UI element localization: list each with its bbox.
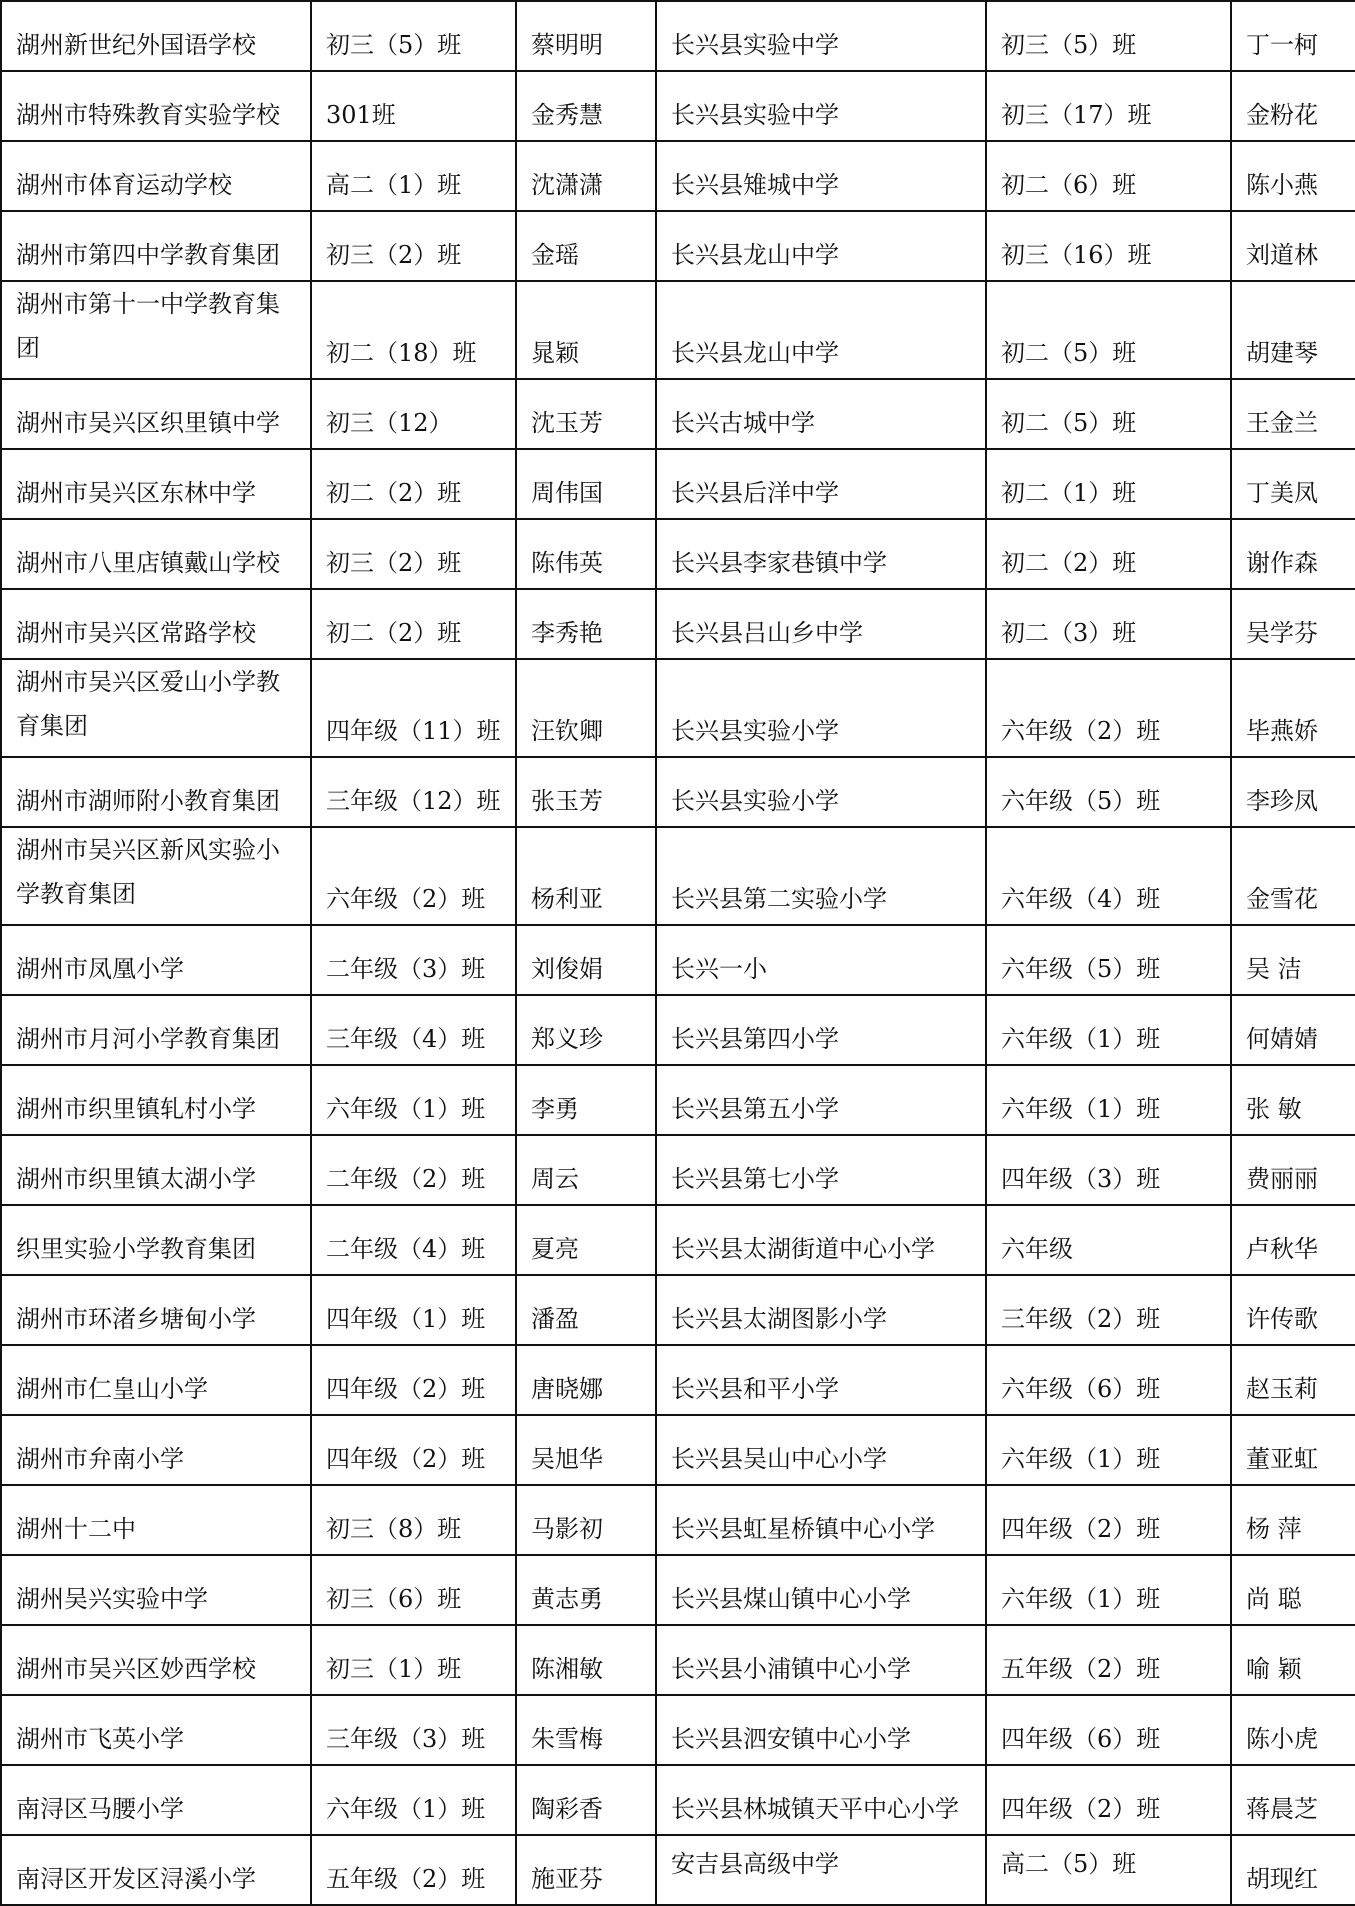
school-cell: 湖州市仁皇山小学 [1,1345,311,1415]
table-row [1,1695,1355,1765]
teacher-cell: 潘盈 [516,1275,656,1345]
partner-class-cell: 六年级（2）班 [986,659,1231,757]
partner-school-cell: 长兴县后洋中学 [656,449,986,519]
class-cell: 301班 [311,71,516,141]
school-cell: 湖州市月河小学教育集团 [1,995,311,1065]
school-cell: 湖州市织里镇轧村小学 [1,1065,311,1135]
partner-teacher-cell: 董亚虹 [1231,1415,1355,1485]
teacher-cell: 金瑶 [516,211,656,281]
table-row [1,211,1355,281]
school-cell: 湖州市湖师附小教育集团 [1,757,311,827]
teacher-cell: 郑义珍 [516,995,656,1065]
partner-school-cell: 长兴县虹星桥镇中心小学 [656,1485,986,1555]
class-cell: 初三（8）班 [311,1485,516,1555]
school-cell: 湖州吴兴实验中学 [1,1555,311,1625]
teacher-cell: 夏亮 [516,1205,656,1275]
teacher-cell: 沈潇潇 [516,141,656,211]
class-cell: 二年级（4）班 [311,1205,516,1275]
table-row [1,379,1355,449]
teacher-cell: 陈伟英 [516,519,656,589]
partner-class-cell: 四年级（2）班 [986,1485,1231,1555]
class-cell: 初三（1）班 [311,1625,516,1695]
teacher-cell: 李勇 [516,1065,656,1135]
teacher-cell: 沈玉芳 [516,379,656,449]
school-cell: 湖州市吴兴区织里镇中学 [1,379,311,449]
partner-class-cell: 初三（5）班 [986,1,1231,71]
partner-class-cell: 四年级（6）班 [986,1695,1231,1765]
partner-school-cell: 长兴县龙山中学 [656,211,986,281]
table-row [1,71,1355,141]
partner-school-cell: 长兴县吕山乡中学 [656,589,986,659]
partner-teacher-cell: 丁美凤 [1231,449,1355,519]
school-cell: 湖州市特殊教育实验学校 [1,71,311,141]
class-cell: 初三（2）班 [311,211,516,281]
table-row [1,281,1355,379]
partner-class-cell: 初二（1）班 [986,449,1231,519]
table-row [1,141,1355,211]
school-cell: 南浔区开发区浔溪小学 [1,1835,311,1905]
school-cell: 湖州市飞英小学 [1,1695,311,1765]
partner-class-cell: 初三（17）班 [986,71,1231,141]
table-row [1,1275,1355,1345]
partner-school-cell: 长兴县实验中学 [656,71,986,141]
school-cell: 织里实验小学教育集团 [1,1205,311,1275]
partner-teacher-cell: 丁一柯 [1231,1,1355,71]
teacher-cell: 蔡明明 [516,1,656,71]
table-row [1,1065,1355,1135]
partner-class-cell: 初二（5）班 [986,281,1231,379]
school-cell: 湖州市第四中学教育集团 [1,211,311,281]
school-cell: 南浔区马腰小学 [1,1765,311,1835]
class-cell: 初三（2）班 [311,519,516,589]
partner-teacher-cell: 陈小虎 [1231,1695,1355,1765]
table-row [1,1485,1355,1555]
partner-teacher-cell: 毕燕娇 [1231,659,1355,757]
partner-teacher-cell: 胡现红 [1231,1835,1355,1905]
partner-teacher-cell: 赵玉莉 [1231,1345,1355,1415]
partner-teacher-cell: 金粉花 [1231,71,1355,141]
partner-teacher-cell: 刘道林 [1231,211,1355,281]
partner-class-cell: 六年级 [986,1205,1231,1275]
partner-class-cell: 四年级（2）班 [986,1765,1231,1835]
class-cell: 初三（12） [311,379,516,449]
table-row [1,659,1355,757]
school-cell: 湖州市吴兴区常路学校 [1,589,311,659]
partner-school-cell: 长兴古城中学 [656,379,986,449]
class-cell: 三年级（12）班 [311,757,516,827]
class-cell: 四年级（1）班 [311,1275,516,1345]
partner-school-cell: 长兴县煤山镇中心小学 [656,1555,986,1625]
partner-school-cell: 长兴县和平小学 [656,1345,986,1415]
partner-school-cell: 长兴县太湖街道中心小学 [656,1205,986,1275]
class-cell: 四年级（2）班 [311,1415,516,1485]
table-row [1,1345,1355,1415]
class-cell: 五年级（2）班 [311,1835,516,1905]
teacher-cell: 施亚芬 [516,1835,656,1905]
class-cell: 初三（6）班 [311,1555,516,1625]
class-cell: 六年级（1）班 [311,1765,516,1835]
partner-school-cell: 长兴县第七小学 [656,1135,986,1205]
partner-teacher-cell: 喻 颖 [1231,1625,1355,1695]
class-cell: 二年级（2）班 [311,1135,516,1205]
partner-teacher-cell: 尚 聪 [1231,1555,1355,1625]
teacher-cell: 朱雪梅 [516,1695,656,1765]
partner-class-cell: 六年级（5）班 [986,925,1231,995]
partner-school-cell: 长兴县第五小学 [656,1065,986,1135]
teacher-cell: 晁颖 [516,281,656,379]
partner-class-cell: 六年级（1）班 [986,995,1231,1065]
partner-school-cell: 长兴县实验小学 [656,659,986,757]
school-cell: 湖州市体育运动学校 [1,141,311,211]
partner-class-cell: 六年级（1）班 [986,1555,1231,1625]
partner-class-cell: 高二（5）班 [986,1835,1231,1905]
partner-school-cell: 长兴县第四小学 [656,995,986,1065]
partner-teacher-cell: 金雪花 [1231,827,1355,925]
partner-teacher-cell: 谢作森 [1231,519,1355,589]
partner-teacher-cell: 卢秋华 [1231,1205,1355,1275]
teacher-cell: 杨利亚 [516,827,656,925]
partner-class-cell: 四年级（3）班 [986,1135,1231,1205]
teacher-cell: 汪钦卿 [516,659,656,757]
table-row [1,925,1355,995]
class-cell: 高二（1）班 [311,141,516,211]
partner-school-cell: 长兴县雉城中学 [656,141,986,211]
class-cell: 初二（2）班 [311,589,516,659]
table-row [1,1835,1355,1905]
class-cell: 六年级（1）班 [311,1065,516,1135]
teacher-cell: 金秀慧 [516,71,656,141]
school-cell: 湖州市吴兴区东林中学 [1,449,311,519]
class-cell: 四年级（2）班 [311,1345,516,1415]
school-cell: 湖州市环渚乡塘甸小学 [1,1275,311,1345]
partner-school-cell: 长兴县泗安镇中心小学 [656,1695,986,1765]
partner-teacher-cell: 陈小燕 [1231,141,1355,211]
partner-class-cell: 五年级（2）班 [986,1625,1231,1695]
partner-teacher-cell: 张 敏 [1231,1065,1355,1135]
partner-class-cell: 初二（6）班 [986,141,1231,211]
class-cell: 初二（18）班 [311,281,516,379]
school-cell: 湖州十二中 [1,1485,311,1555]
school-cell: 湖州市吴兴区爱山小学教育集团 [1,659,311,757]
partner-school-cell: 长兴县龙山中学 [656,281,986,379]
partner-class-cell: 初二（2）班 [986,519,1231,589]
teacher-cell: 李秀艳 [516,589,656,659]
class-cell: 二年级（3）班 [311,925,516,995]
partner-teacher-cell: 李珍凤 [1231,757,1355,827]
table-body [1,1,1355,1905]
teacher-cell: 马影初 [516,1485,656,1555]
teacher-cell: 张玉芳 [516,757,656,827]
partner-teacher-cell: 许传歌 [1231,1275,1355,1345]
partner-school-cell: 长兴县吴山中心小学 [656,1415,986,1485]
table-row [1,1415,1355,1485]
partner-teacher-cell: 杨 萍 [1231,1485,1355,1555]
partner-school-cell: 长兴县太湖图影小学 [656,1275,986,1345]
school-cell: 湖州市凤凰小学 [1,925,311,995]
class-cell: 初三（5）班 [311,1,516,71]
school-cell: 湖州市织里镇太湖小学 [1,1135,311,1205]
partner-class-cell: 六年级（1）班 [986,1065,1231,1135]
table-row [1,589,1355,659]
table-row [1,995,1355,1065]
teacher-cell: 陶彩香 [516,1765,656,1835]
partner-class-cell: 初二（5）班 [986,379,1231,449]
teacher-cell: 周伟国 [516,449,656,519]
table-row [1,1625,1355,1695]
partner-teacher-cell: 胡建琴 [1231,281,1355,379]
class-cell: 三年级（3）班 [311,1695,516,1765]
partner-school-cell: 长兴县林城镇天平中心小学 [656,1765,986,1835]
table-row [1,1135,1355,1205]
partner-class-cell: 六年级（4）班 [986,827,1231,925]
partner-school-cell: 长兴一小 [656,925,986,995]
table-row [1,1765,1355,1835]
partner-class-cell: 六年级（5）班 [986,757,1231,827]
school-cell: 湖州市弁南小学 [1,1415,311,1485]
school-cell: 湖州新世纪外国语学校 [1,1,311,71]
school-cell: 湖州市吴兴区新风实验小学教育集团 [1,827,311,925]
partner-school-cell: 长兴县第二实验小学 [656,827,986,925]
partner-class-cell: 六年级（6）班 [986,1345,1231,1415]
partner-school-cell: 长兴县小浦镇中心小学 [656,1625,986,1695]
partner-teacher-cell: 吴学芬 [1231,589,1355,659]
partner-school-cell: 长兴县实验小学 [656,757,986,827]
teacher-cell: 周云 [516,1135,656,1205]
partner-school-cell: 长兴县李家巷镇中学 [656,519,986,589]
partner-class-cell: 初二（3）班 [986,589,1231,659]
partner-teacher-cell: 何婧婧 [1231,995,1355,1065]
class-cell: 六年级（2）班 [311,827,516,925]
partner-class-cell: 三年级（2）班 [986,1275,1231,1345]
partner-school-cell: 长兴县实验中学 [656,1,986,71]
partner-school-cell: 安吉县高级中学 [656,1835,986,1905]
class-cell: 四年级（11）班 [311,659,516,757]
school-cell: 湖州市吴兴区妙西学校 [1,1625,311,1695]
partner-class-cell: 六年级（1）班 [986,1415,1231,1485]
class-cell: 三年级（4）班 [311,995,516,1065]
school-cell: 湖州市八里店镇戴山学校 [1,519,311,589]
teacher-cell: 陈湘敏 [516,1625,656,1695]
table-row [1,1205,1355,1275]
class-cell: 初二（2）班 [311,449,516,519]
partner-class-cell: 初三（16）班 [986,211,1231,281]
partner-teacher-cell: 蒋晨芝 [1231,1765,1355,1835]
partner-teacher-cell: 吴 洁 [1231,925,1355,995]
table-row [1,519,1355,589]
school-cell: 湖州市第十一中学教育集团 [1,281,311,379]
partner-teacher-cell: 王金兰 [1231,379,1355,449]
teacher-cell: 唐晓娜 [516,1345,656,1415]
teacher-cell: 黄志勇 [516,1555,656,1625]
table-row [1,827,1355,925]
table-row [1,1555,1355,1625]
table-row [1,449,1355,519]
teacher-cell: 吴旭华 [516,1415,656,1485]
table-row [1,757,1355,827]
teacher-cell: 刘俊娟 [516,925,656,995]
partner-teacher-cell: 费丽丽 [1231,1135,1355,1205]
table-row [1,1,1355,71]
